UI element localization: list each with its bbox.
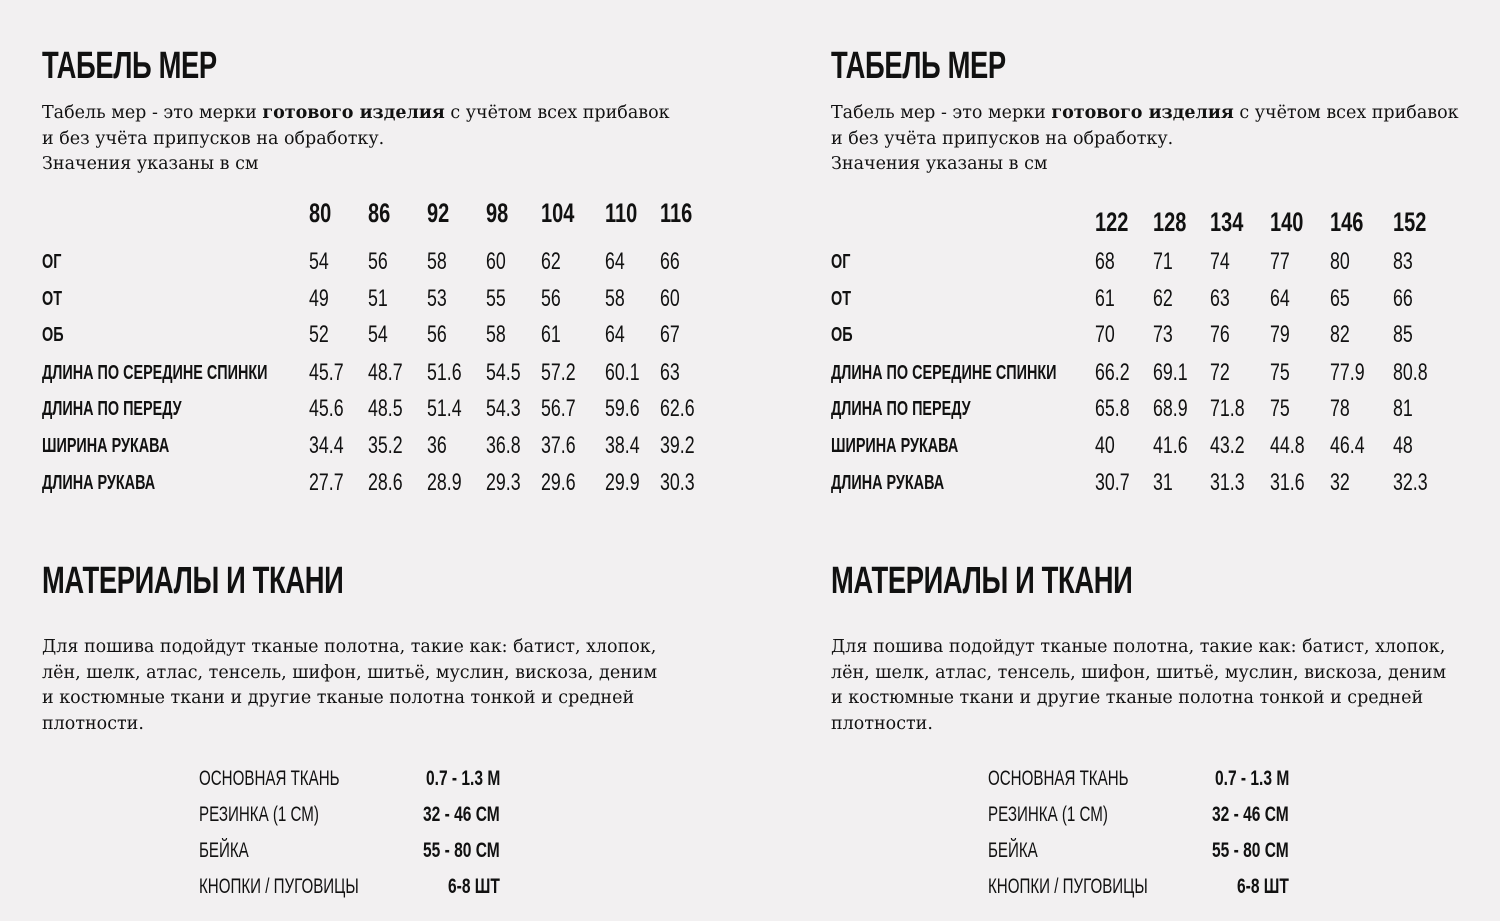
materials-description xyxy=(831,635,1471,737)
measurement-value: 80 xyxy=(1330,248,1350,275)
measurement-label: ОБ xyxy=(42,324,64,346)
material-label: КНОПКИ / ПУГОВИЦЫ xyxy=(199,875,359,898)
measurement-value: 60 xyxy=(660,285,680,312)
measurement-value: 39.2 xyxy=(660,432,695,459)
measurement-value: 41.6 xyxy=(1153,432,1188,459)
size-header: 140 xyxy=(1270,207,1304,237)
measurement-value: 67 xyxy=(660,321,680,348)
measurement-value: 27.7 xyxy=(309,469,344,496)
measurement-value: 29.6 xyxy=(541,469,576,496)
intro-text: Табель мер - это мерки xyxy=(42,103,263,123)
measurement-value: 43.2 xyxy=(1210,432,1245,459)
measurement-value: 65.8 xyxy=(1095,395,1130,422)
size-header: 128 xyxy=(1153,207,1187,237)
measurement-label: ОТ xyxy=(831,288,852,310)
measurement-value: 75 xyxy=(1270,359,1290,386)
size-header: 134 xyxy=(1210,207,1244,237)
material-amount: 32 - 46 СМ xyxy=(423,803,500,826)
measurement-label: ДЛИНА ПО ПЕРЕДУ xyxy=(831,398,971,420)
measurement-value: 79 xyxy=(1270,321,1290,348)
measurement-value: 35.2 xyxy=(368,432,403,459)
measurement-value: 61 xyxy=(541,321,561,348)
size-header: 104 xyxy=(541,198,575,228)
measurement-value: 36 xyxy=(427,432,447,459)
measurement-value: 66.2 xyxy=(1095,359,1130,386)
materials-text-line: лён, шелк, атлас, тенсель, шифон, шитьё, муслин, вискоза, деним xyxy=(42,662,658,683)
material-amount: 0.7 - 1.3 М xyxy=(1214,767,1289,790)
measurement-label: ОБ xyxy=(831,324,853,346)
material-amount: 0.7 - 1.3 М xyxy=(425,767,500,790)
measurement-value: 58 xyxy=(427,248,447,275)
measurement-value: 51 xyxy=(368,285,388,312)
measurement-label: ДЛИНА РУКАВА xyxy=(831,472,945,494)
measurement-value: 75 xyxy=(1270,395,1290,422)
size-table-title: ТАБЕЛЬ МЕР xyxy=(42,45,217,87)
measurement-value: 59.6 xyxy=(605,395,640,422)
measurement-value: 57.2 xyxy=(541,359,576,386)
measurement-value: 51.4 xyxy=(427,395,462,422)
measurement-value: 64 xyxy=(1270,285,1290,312)
measurement-value: 31.3 xyxy=(1210,469,1245,496)
measurement-value: 82 xyxy=(1330,321,1350,348)
measurement-value: 70 xyxy=(1095,321,1115,348)
material-label: РЕЗИНКА (1 СМ) xyxy=(988,803,1108,826)
measurement-value: 31.6 xyxy=(1270,469,1305,496)
measurement-value: 31 xyxy=(1153,469,1173,496)
measurement-value: 71.8 xyxy=(1210,395,1245,422)
measurement-value: 45.6 xyxy=(309,395,344,422)
measurement-value: 66 xyxy=(1393,285,1413,312)
size-table-intro xyxy=(831,101,1459,178)
measurement-value: 60 xyxy=(486,248,506,275)
measurement-value: 71 xyxy=(1153,248,1173,275)
measurement-value: 38.4 xyxy=(605,432,640,459)
measurement-value: 28.9 xyxy=(427,469,462,496)
material-label: ОСНОВНАЯ ТКАНЬ xyxy=(199,767,340,790)
material-label: БЕЙКА xyxy=(199,839,249,862)
measurement-value: 37.6 xyxy=(541,432,576,459)
measurement-label: ОГ xyxy=(42,251,62,273)
measurement-label: ОТ xyxy=(42,288,63,310)
measurement-value: 68.9 xyxy=(1153,395,1188,422)
measurement-value: 61 xyxy=(1095,285,1115,312)
measurement-value: 46.4 xyxy=(1330,432,1365,459)
measurement-value: 77 xyxy=(1270,248,1290,275)
measurement-label: ДЛИНА ПО СЕРЕДИНЕ СПИНКИ xyxy=(42,362,268,384)
intro-text: с учётом всех прибавок xyxy=(1233,103,1459,123)
measurement-value: 69.1 xyxy=(1153,359,1188,386)
material-amount: 6-8 ШТ xyxy=(448,875,500,898)
measurement-value: 36.8 xyxy=(486,432,521,459)
measurement-label: ШИРИНА РУКАВА xyxy=(42,435,170,457)
size-header: 92 xyxy=(427,198,450,228)
intro-text: с учётом всех прибавок xyxy=(444,103,670,123)
measurement-value: 73 xyxy=(1153,321,1173,348)
intro-bold-text: готового изделия xyxy=(1051,103,1234,123)
measurement-value: 68 xyxy=(1095,248,1115,275)
intro-line-1 xyxy=(831,101,1459,127)
measurement-value: 32 xyxy=(1330,469,1350,496)
measurement-label: ДЛИНА ПО ПЕРЕДУ xyxy=(42,398,182,420)
material-label: КНОПКИ / ПУГОВИЦЫ xyxy=(988,875,1148,898)
measurement-value: 32.3 xyxy=(1393,469,1428,496)
measurement-value: 60.1 xyxy=(605,359,640,386)
measurement-value: 64 xyxy=(605,321,625,348)
measurement-value: 83 xyxy=(1393,248,1413,275)
materials-text-line: и костюмные ткани и другие тканые полотна тонкой и средней xyxy=(831,688,1424,708)
measurement-value: 44.8 xyxy=(1270,432,1305,459)
measurement-label: ОГ xyxy=(831,251,851,273)
measurement-value: 64 xyxy=(605,248,625,275)
measurement-value: 81 xyxy=(1393,395,1413,422)
materials-text-line: Для пошива подойдут тканые полотна, такие как: батист, хлопок, xyxy=(42,637,657,657)
measurement-value: 56.7 xyxy=(541,395,576,422)
measurement-value: 62 xyxy=(541,248,561,275)
measurement-value: 54 xyxy=(309,248,329,275)
intro-line-2: и без учёта припусков на обработку. xyxy=(42,128,385,149)
measurement-value: 78 xyxy=(1330,395,1350,422)
measurement-value: 63 xyxy=(660,359,680,386)
measurement-value: 29.9 xyxy=(605,469,640,496)
intro-line-2: и без учёта припусков на обработку. xyxy=(831,128,1174,149)
material-label: БЕЙКА xyxy=(988,839,1038,862)
measurement-value: 74 xyxy=(1210,248,1230,275)
intro-text: Табель мер - это мерки xyxy=(831,103,1052,123)
measurement-value: 54.3 xyxy=(486,395,521,422)
measurement-label: ДЛИНА ПО СЕРЕДИНЕ СПИНКИ xyxy=(831,362,1057,384)
measurement-value: 85 xyxy=(1393,321,1413,348)
material-amount: 55 - 80 СМ xyxy=(1212,839,1289,862)
material-label: ОСНОВНАЯ ТКАНЬ xyxy=(988,767,1129,790)
measurement-label: ШИРИНА РУКАВА xyxy=(831,435,959,457)
measurement-value: 65 xyxy=(1330,285,1350,312)
size-table-title: ТАБЕЛЬ МЕР xyxy=(831,45,1006,87)
measurement-value: 51.6 xyxy=(427,359,462,386)
measurement-value: 52 xyxy=(309,321,329,348)
materials-text-line: Для пошива подойдут тканые полотна, такие как: батист, хлопок, xyxy=(831,637,1446,657)
measurement-value: 55 xyxy=(486,285,506,312)
materials-text-line: плотности. xyxy=(831,713,933,734)
measurement-value: 56 xyxy=(368,248,388,275)
measurement-value: 48 xyxy=(1393,432,1413,459)
measurement-value: 29.3 xyxy=(486,469,521,496)
measurement-value: 34.4 xyxy=(309,432,344,459)
measurement-label: ДЛИНА РУКАВА xyxy=(42,472,156,494)
measurement-value: 72 xyxy=(1210,359,1230,386)
measurement-value: 48.7 xyxy=(368,359,403,386)
measurement-value: 66 xyxy=(660,248,680,275)
size-header: 86 xyxy=(368,198,391,228)
materials-text-line: и костюмные ткани и другие тканые полотна тонкой и средней xyxy=(42,688,635,708)
measurement-value: 62.6 xyxy=(660,395,695,422)
size-header: 98 xyxy=(486,198,509,228)
measurement-value: 30.3 xyxy=(660,469,695,496)
measurement-value: 58 xyxy=(605,285,625,312)
size-header: 116 xyxy=(660,198,693,228)
measurement-value: 49 xyxy=(309,285,329,312)
measurement-value: 54.5 xyxy=(486,359,521,386)
measurement-value: 53 xyxy=(427,285,447,312)
measurement-value: 56 xyxy=(427,321,447,348)
measurement-value: 56 xyxy=(541,285,561,312)
materials-text-line: плотности. xyxy=(42,713,144,734)
measurement-value: 58 xyxy=(486,321,506,348)
measurement-value: 45.7 xyxy=(309,359,344,386)
measurement-value: 30.7 xyxy=(1095,469,1130,496)
measurement-value: 77.9 xyxy=(1330,359,1365,386)
measurement-value: 28.6 xyxy=(368,469,403,496)
measurement-value: 54 xyxy=(368,321,388,348)
size-header: 80 xyxy=(309,198,332,228)
size-header: 110 xyxy=(605,198,638,228)
size-header: 122 xyxy=(1095,207,1129,237)
measurement-value: 40 xyxy=(1095,432,1115,459)
measurement-value: 48.5 xyxy=(368,395,403,422)
materials-title: МАТЕРИАЛЫ И ТКАНИ xyxy=(42,560,344,602)
size-header: 146 xyxy=(1330,207,1364,237)
material-label: РЕЗИНКА (1 СМ) xyxy=(199,803,319,826)
measurement-value: 62 xyxy=(1153,285,1173,312)
size-header: 152 xyxy=(1393,207,1427,237)
intro-bold-text: готового изделия xyxy=(262,103,445,123)
intro-line-3: Значения указаны в см xyxy=(42,154,259,174)
materials-text-line: лён, шелк, атлас, тенсель, шифон, шитьё, муслин, вискоза, деним xyxy=(831,662,1447,683)
material-amount: 55 - 80 СМ xyxy=(423,839,500,862)
measurement-value: 76 xyxy=(1210,321,1230,348)
material-amount: 32 - 46 СМ xyxy=(1212,803,1289,826)
measurement-value: 80.8 xyxy=(1393,359,1428,386)
material-amount: 6-8 ШТ xyxy=(1237,875,1289,898)
intro-line-3: Значения указаны в см xyxy=(831,154,1048,174)
measurement-value: 63 xyxy=(1210,285,1230,312)
materials-title: МАТЕРИАЛЫ И ТКАНИ xyxy=(831,560,1133,602)
